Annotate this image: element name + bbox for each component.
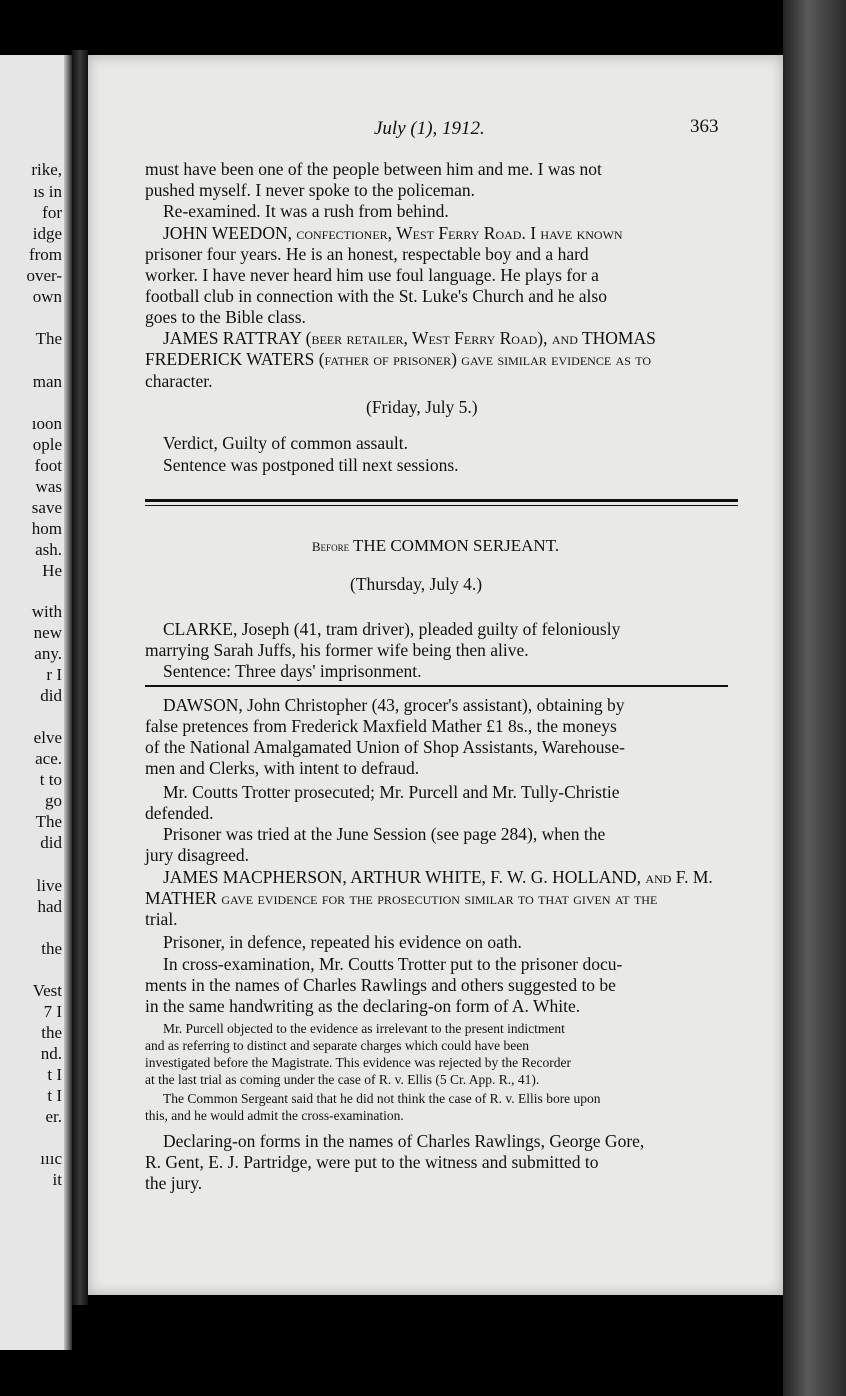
left-fragment: it xyxy=(52,1170,62,1189)
case-line: men and Clerks, with intent to defraud. xyxy=(145,758,420,778)
left-fragment: ıııc xyxy=(40,1149,62,1168)
note-line: and as referring to distinct and separate charges which could have been xyxy=(145,1038,529,1053)
left-fragment: with xyxy=(31,602,62,621)
book-right-edge xyxy=(783,0,846,1396)
left-fragment: was xyxy=(35,477,62,496)
left-fragment: the xyxy=(41,939,62,958)
note-line: investigated before the Magistrate. This evidence was rejected by the Recorder xyxy=(145,1055,571,1070)
book-spine xyxy=(72,50,88,1305)
case-divider xyxy=(145,685,728,687)
case-line: false pretences from Frederick Maxfield Mather £1 8s., the moneys xyxy=(145,716,617,736)
case-line: Prisoner, in defence, repeated his evidence on oath. xyxy=(163,932,522,952)
left-fragment: any. xyxy=(34,644,62,663)
left-fragment: save xyxy=(31,498,62,517)
left-fragment: rike, xyxy=(31,160,62,179)
left-fragment: had xyxy=(37,897,62,916)
date-heading: (Friday, July 5.) xyxy=(366,397,478,417)
case-line: ments in the names of Charles Rawlings and others suggested to be xyxy=(145,975,616,995)
case-line: defended. xyxy=(145,803,214,823)
case-line: In cross-examination, Mr. Coutts Trotter put to the prisoner docu- xyxy=(163,954,623,974)
left-fragment: foot xyxy=(34,456,62,475)
left-fragment: did xyxy=(40,686,62,705)
left-fragment: ople xyxy=(32,435,62,454)
left-fragment: live xyxy=(36,876,62,895)
note-line: at the last trial as coming under the case of R. v. Ellis (5 Cr. App. R., 41). xyxy=(145,1072,540,1087)
left-fragment: t to xyxy=(39,770,62,789)
text-line: Re-examined. It was a rush from behind. xyxy=(163,201,449,221)
left-fragment: ıoon xyxy=(31,414,62,433)
left-fragment: over- xyxy=(26,266,62,285)
left-fragment: The xyxy=(35,812,62,831)
left-fragment: from xyxy=(28,245,62,264)
left-page-fragment xyxy=(0,55,72,1350)
left-fragment: own xyxy=(32,287,62,306)
case-line: trial. xyxy=(145,909,178,929)
section-divider xyxy=(145,499,738,506)
case-line: marrying Sarah Juffs, his former wife being then alive. xyxy=(145,640,529,660)
left-fragment: elve xyxy=(33,728,62,747)
text-line: pushed myself. I never spoke to the policeman. xyxy=(145,180,475,200)
date-heading: (Thursday, July 4.) xyxy=(350,574,483,594)
text-line: prisoner four years. He is an honest, respectable boy and a hard xyxy=(145,244,589,264)
text-line: must have been one of the people between him and me. I was not xyxy=(145,159,602,179)
left-fragment: ace. xyxy=(35,749,62,768)
case-line: Prisoner was tried at the June Session (see page 284), when the xyxy=(163,824,606,844)
text-line: FREDERICK WATERS (father of prisoner) gave similar evidence as to xyxy=(145,349,652,369)
left-fragment: t I xyxy=(47,1065,62,1084)
text-line: JAMES RATTRAY (beer retailer, West Ferry Road), and THOMAS xyxy=(163,328,656,348)
left-fragment: for xyxy=(42,203,62,222)
left-fragment: er. xyxy=(45,1107,62,1126)
text-line: R. Gent, E. J. Partridge, were put to the witness and submitted to xyxy=(145,1152,599,1172)
left-fragment: man xyxy=(32,372,62,391)
left-fragment: idge xyxy=(32,224,62,243)
left-fragment: hom xyxy=(31,519,62,538)
case-line: Mr. Coutts Trotter prosecuted; Mr. Purcell and Mr. Tully-Christie xyxy=(163,782,620,802)
case-line: MATHER gave evidence for the prosecution similar to that given at the xyxy=(145,888,658,908)
text-line: JOHN WEEDON, confectioner, West Ferry Road. I have known xyxy=(163,223,623,243)
case-line: in the same handwriting as the declaring-on form of A. White. xyxy=(145,996,581,1016)
text-line: football club in connection with the St. Luke's Church and he also xyxy=(145,286,607,306)
left-fragment: new xyxy=(33,623,62,642)
case-line: of the National Amalgamated Union of Shop Assistants, Warehouse- xyxy=(145,737,625,757)
left-fragment: nd. xyxy=(40,1044,62,1063)
text-line: worker. I have never heard him use foul language. He plays for a xyxy=(145,265,599,285)
case-line: CLARKE, Joseph (41, tram driver), pleaded guilty of feloniously xyxy=(163,619,621,639)
text-line: the jury. xyxy=(145,1173,203,1193)
case-line: DAWSON, John Christopher (43, grocer's assistant), obtaining by xyxy=(163,695,625,715)
section-heading-main: THE COMMON SERJEANT. xyxy=(353,536,560,555)
left-page-gutter xyxy=(64,55,72,1350)
case-line: JAMES MACPHERSON, ARTHUR WHITE, F. W. G. HOLLAND, and F. M. xyxy=(163,867,713,887)
left-fragment: t I xyxy=(47,1086,62,1105)
note-line: this, and he would admit the cross-examination. xyxy=(145,1108,404,1123)
sentence-line: Sentence was postponed till next sessions. xyxy=(163,455,459,475)
left-fragment: ıs in xyxy=(33,182,62,201)
left-fragment: He xyxy=(42,561,62,580)
note-line: The Common Sergeant said that he did not think the case of R. v. Ellis bore upon xyxy=(163,1091,601,1106)
left-fragment: did xyxy=(40,833,62,852)
left-fragment: go xyxy=(45,791,62,810)
verdict-line: Verdict, Guilty of common assault. xyxy=(163,433,408,453)
right-page xyxy=(88,55,783,1295)
note-line: Mr. Purcell objected to the evidence as irrelevant to the present indictment xyxy=(163,1021,565,1036)
running-header: July (1), 1912. xyxy=(374,118,485,139)
section-heading-prefix: Before xyxy=(311,539,350,554)
page-number: 363 xyxy=(690,116,719,137)
case-line: Sentence: Three days' imprisonment. xyxy=(163,661,422,681)
left-fragment: Vest xyxy=(32,981,62,1000)
text-line: goes to the Bible class. xyxy=(145,307,306,327)
left-fragment: r I xyxy=(46,665,62,684)
section-heading xyxy=(88,536,783,556)
left-fragment: the xyxy=(41,1023,62,1042)
left-fragment: ash. xyxy=(35,540,62,559)
left-fragment: 7 I xyxy=(43,1002,62,1021)
text-line: Declaring-on forms in the names of Charles Rawlings, George Gore, xyxy=(163,1131,645,1151)
case-line: jury disagreed. xyxy=(145,845,249,865)
text-line: character. xyxy=(145,371,213,391)
left-fragment: The xyxy=(35,329,62,348)
